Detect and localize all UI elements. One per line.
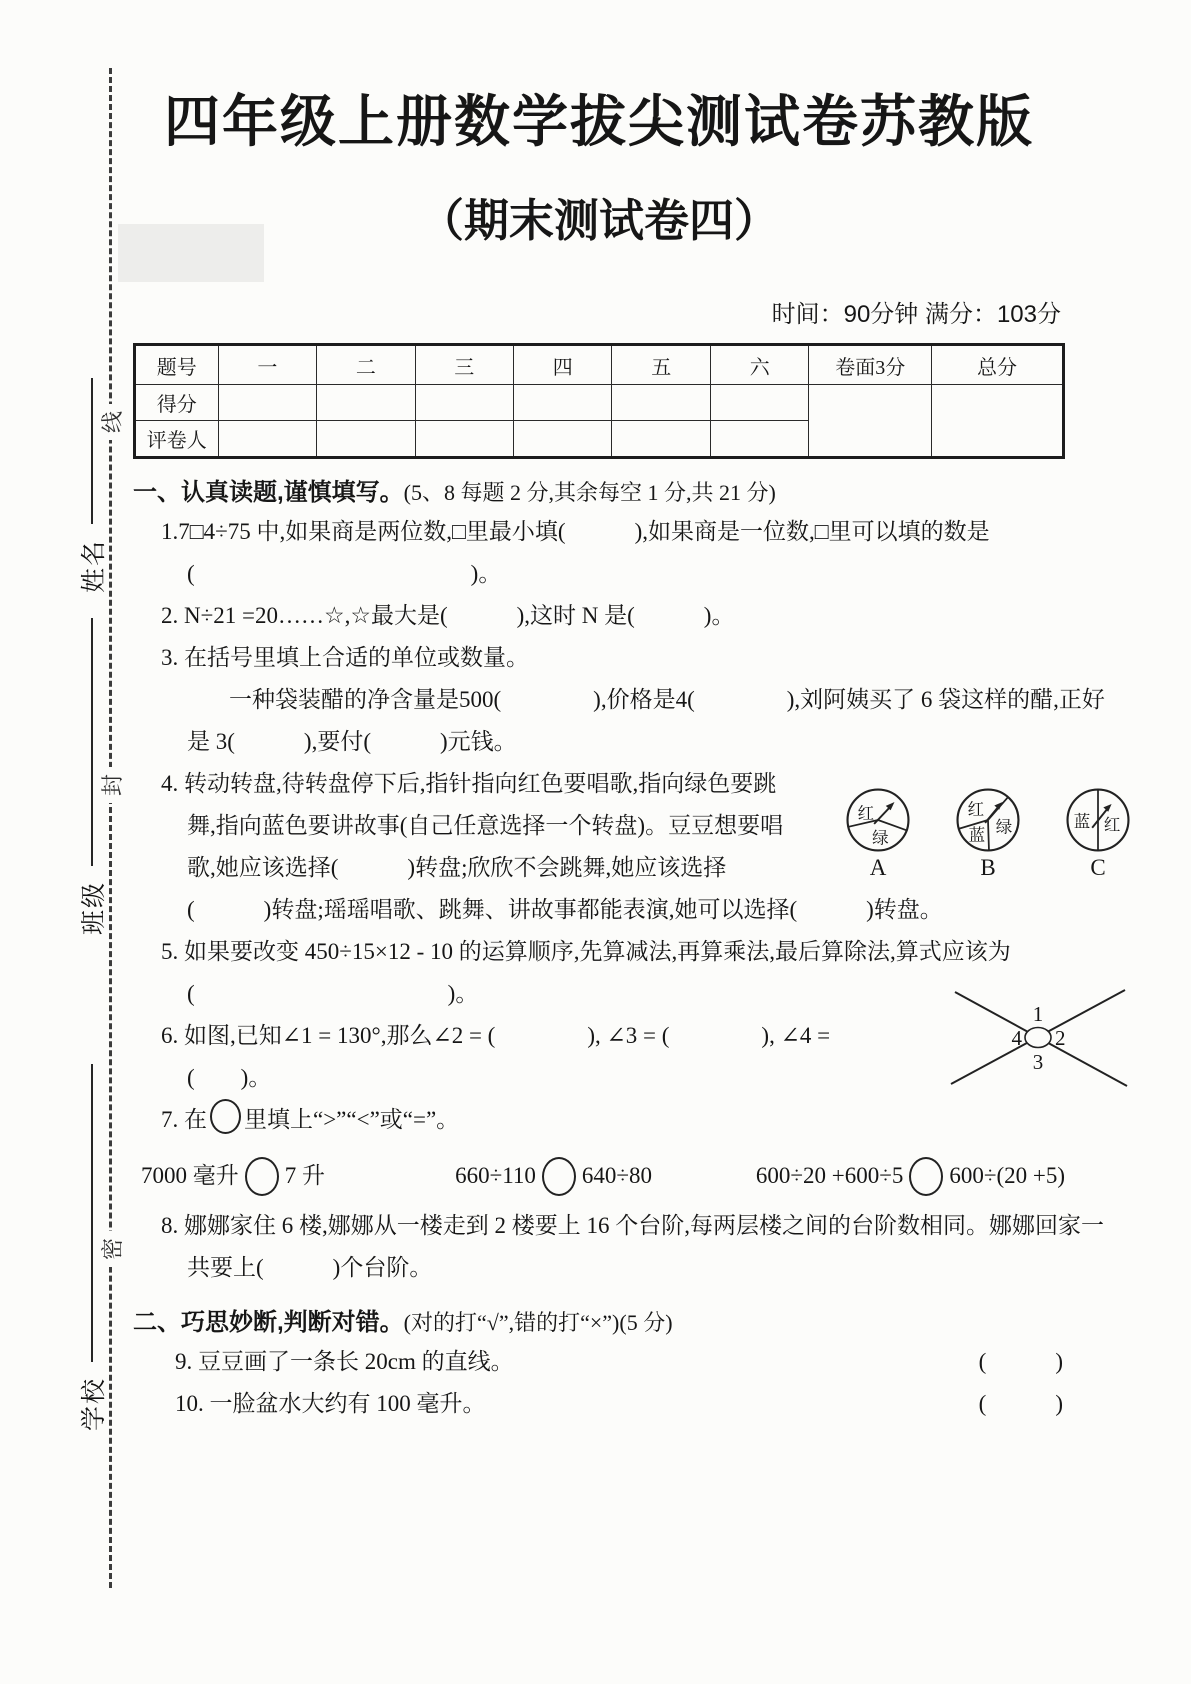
spinner-b-wheel [955, 787, 1021, 853]
question-line [133, 1099, 1065, 1141]
spinner-pointer-icon [1103, 804, 1111, 812]
section-2-heading [133, 1305, 1065, 1341]
spinner-a [845, 787, 911, 881]
score-row-label: 得分 [135, 385, 219, 421]
question-line: 6. 如图,已知∠1 = 130°,那么∠2 = ( ), ∠3 = ( ), ∠4 = [161, 1023, 831, 1048]
svg-text:蓝: 蓝 [1073, 811, 1091, 831]
svg-text:1: 1 [1032, 1002, 1044, 1026]
score-table [133, 343, 1065, 459]
score-col-header: 题号 [135, 345, 219, 385]
seal-char-mi: 密 [94, 1231, 128, 1267]
score-col-header: 卷面3分 [809, 345, 932, 385]
question-line: ( )转盘;瑶瑶唱歌、跳舞、讲故事都能表演,她可以选择( )转盘。 [187, 897, 943, 922]
comparison-left: 660÷110 [455, 1163, 536, 1188]
question-line: ( )。 [187, 981, 479, 1006]
blank-circle-icon [909, 1157, 943, 1196]
page-title: 四年级上册数学拔尖测试卷苏教版 [164, 90, 1034, 153]
question-8 [133, 1205, 1104, 1289]
question-line: 9. 豆豆画了一条长 20cm 的直线。 [175, 1349, 514, 1374]
question-line: ( )。 [187, 1065, 272, 1090]
section-2-title: 二、巧思妙断,判断对错。 [133, 1309, 404, 1336]
score-cell-empty [514, 421, 612, 458]
score-cell-empty [612, 421, 710, 458]
class-field-label: 班级 [81, 880, 109, 936]
blank-circle-icon [542, 1157, 576, 1196]
comparison-left: 600÷20 +600÷5 [755, 1163, 904, 1188]
name-field-label: 姓名 [81, 538, 109, 594]
comparison-right: 7 升 [284, 1163, 325, 1188]
score-col-header: 一 [218, 345, 316, 385]
answer-blank: ( ) [978, 1349, 1063, 1374]
comparison-right: 640÷80 [581, 1163, 653, 1188]
score-col-header: 四 [514, 345, 612, 385]
spinner-a-wheel [845, 787, 911, 853]
score-cell-empty [415, 421, 513, 458]
question-9 [133, 1341, 1065, 1383]
score-cell-empty [809, 385, 932, 458]
exam-meta: 时间：90分钟 满分：103分 [771, 301, 1061, 328]
question-10 [133, 1383, 1065, 1425]
section-2-note: (对的打“√”,错的打“×”)(5 分) [403, 1310, 673, 1335]
score-col-header: 五 [612, 345, 710, 385]
comparison-left: 7000 毫升 [141, 1163, 239, 1188]
svg-text:蓝: 蓝 [968, 825, 986, 845]
svg-text:2: 2 [1055, 1026, 1066, 1050]
svg-text:红: 红 [857, 804, 875, 824]
comparison-item [141, 1155, 455, 1197]
score-col-header: 三 [415, 345, 513, 385]
class-blank-line [91, 618, 93, 866]
question-line: 1.7□4÷75 中,如果商是两位数,□里最小填( ),如果商是一位数,□里可以填的数是 [161, 519, 990, 544]
question-line: 舞,指向蓝色要讲故事(自己任意选择一个转盘)。豆豆想要唱 [187, 813, 784, 838]
score-cell-empty [317, 385, 415, 421]
question-2 [133, 595, 1065, 637]
question-line: ( )。 [187, 561, 502, 586]
score-cell-empty [514, 385, 612, 421]
question-6 [133, 1002, 1066, 1099]
section-1-title: 一、认真读题,谨慎填写。 [133, 479, 404, 506]
score-col-header: 六 [710, 345, 808, 385]
exam-content [133, 86, 1121, 1425]
question-line: 5. 如果要改变 450÷15×12 - 10 的运算顺序,先算减法,再算乘法,最后算除法,算式应该为 [161, 939, 1011, 964]
question-7 [133, 1099, 1065, 1197]
spinner-a-label: A [869, 855, 887, 880]
answer-blank: ( ) [978, 1391, 1063, 1416]
question-line: 4. 转动转盘,待转盘停下后,指针指向红色要唱歌,指向绿色要跳 [161, 771, 777, 796]
question-line: 8. 娜娜家住 6 楼,娜娜从一楼走到 2 楼要上 16 个台阶,每两层楼之间的台阶数相同。娜娜回家一 [161, 1213, 1104, 1238]
spinner-c [1065, 787, 1131, 881]
score-row-label: 评卷人 [135, 421, 219, 458]
spinner-figure [845, 787, 1131, 881]
svg-text:绿: 绿 [872, 828, 889, 848]
svg-text:绿: 绿 [995, 817, 1013, 837]
seal-char-line: 线 [94, 404, 128, 440]
question-5 [133, 931, 1065, 1015]
blank-circle-icon [210, 1099, 241, 1134]
question-1 [133, 511, 1065, 595]
svg-text:红: 红 [967, 800, 985, 820]
score-col-header: 二 [317, 345, 415, 385]
question-line: 歌,她应该选择( )转盘;欣欣不会跳舞,她应该选择 [187, 855, 727, 880]
spinner-b [955, 787, 1021, 881]
school-field-label: 学校 [81, 1376, 109, 1432]
q7-prefix: 7. 在 [161, 1107, 207, 1132]
spinner-c-wheel [1065, 787, 1131, 853]
score-cell-empty [932, 385, 1064, 458]
page-subtitle: （期末测试卷四） [418, 195, 779, 246]
question-line: 10. 一脸盆水大约有 100 毫升。 [175, 1391, 486, 1416]
blank-circle-icon [245, 1157, 279, 1196]
question-3 [133, 637, 1105, 763]
spinner-b-label: B [980, 855, 996, 880]
question-line: 3. 在括号里填上合适的单位或数量。 [161, 645, 529, 670]
comparison-right: 600÷(20 +5) [949, 1163, 1065, 1188]
question-line: 2. N÷21 =20……☆,☆最大是( ),这时 N 是( )。 [161, 603, 735, 628]
score-cell-empty [218, 421, 316, 458]
score-cell-empty [612, 385, 710, 421]
spinner-c-label: C [1090, 855, 1106, 880]
score-cell-empty [415, 385, 513, 421]
section-1-heading [133, 475, 1065, 511]
section-1-note: (5、8 每题 2 分,其余每空 1 分,共 21 分) [403, 480, 776, 505]
question-line: 共要上( )个台阶。 [187, 1255, 433, 1280]
question-line: 一种袋装醋的净含量是500( ),价格是4( ),刘阿姨买了 6 袋这样的醋,正好 [229, 687, 1105, 712]
score-col-header: 总分 [932, 345, 1064, 385]
svg-text:红: 红 [1103, 815, 1121, 835]
angles-figure [941, 989, 1136, 1103]
name-blank-line [91, 378, 93, 524]
comparison-item [455, 1155, 756, 1197]
crossing-lines-diagram [941, 989, 1136, 1089]
school-blank-line [91, 1064, 93, 1362]
school-field [70, 1064, 114, 1440]
question-4 [133, 763, 1121, 931]
comparison-row [133, 1155, 1065, 1197]
question-line: 是 3( ),要付( )元钱。 [187, 729, 517, 754]
seal-char-feng: 封 [94, 767, 128, 803]
svg-text:4: 4 [1011, 1026, 1022, 1050]
name-field [70, 378, 114, 602]
score-cell-empty [710, 421, 808, 458]
q7-suffix: 里填上“>”“<”或“=”。 [244, 1107, 460, 1132]
score-cell-empty [218, 385, 316, 421]
score-cell-empty [317, 421, 415, 458]
comparison-item [756, 1155, 1065, 1197]
score-cell-empty [710, 385, 808, 421]
svg-text:3: 3 [1032, 1050, 1044, 1074]
class-field [70, 618, 114, 944]
